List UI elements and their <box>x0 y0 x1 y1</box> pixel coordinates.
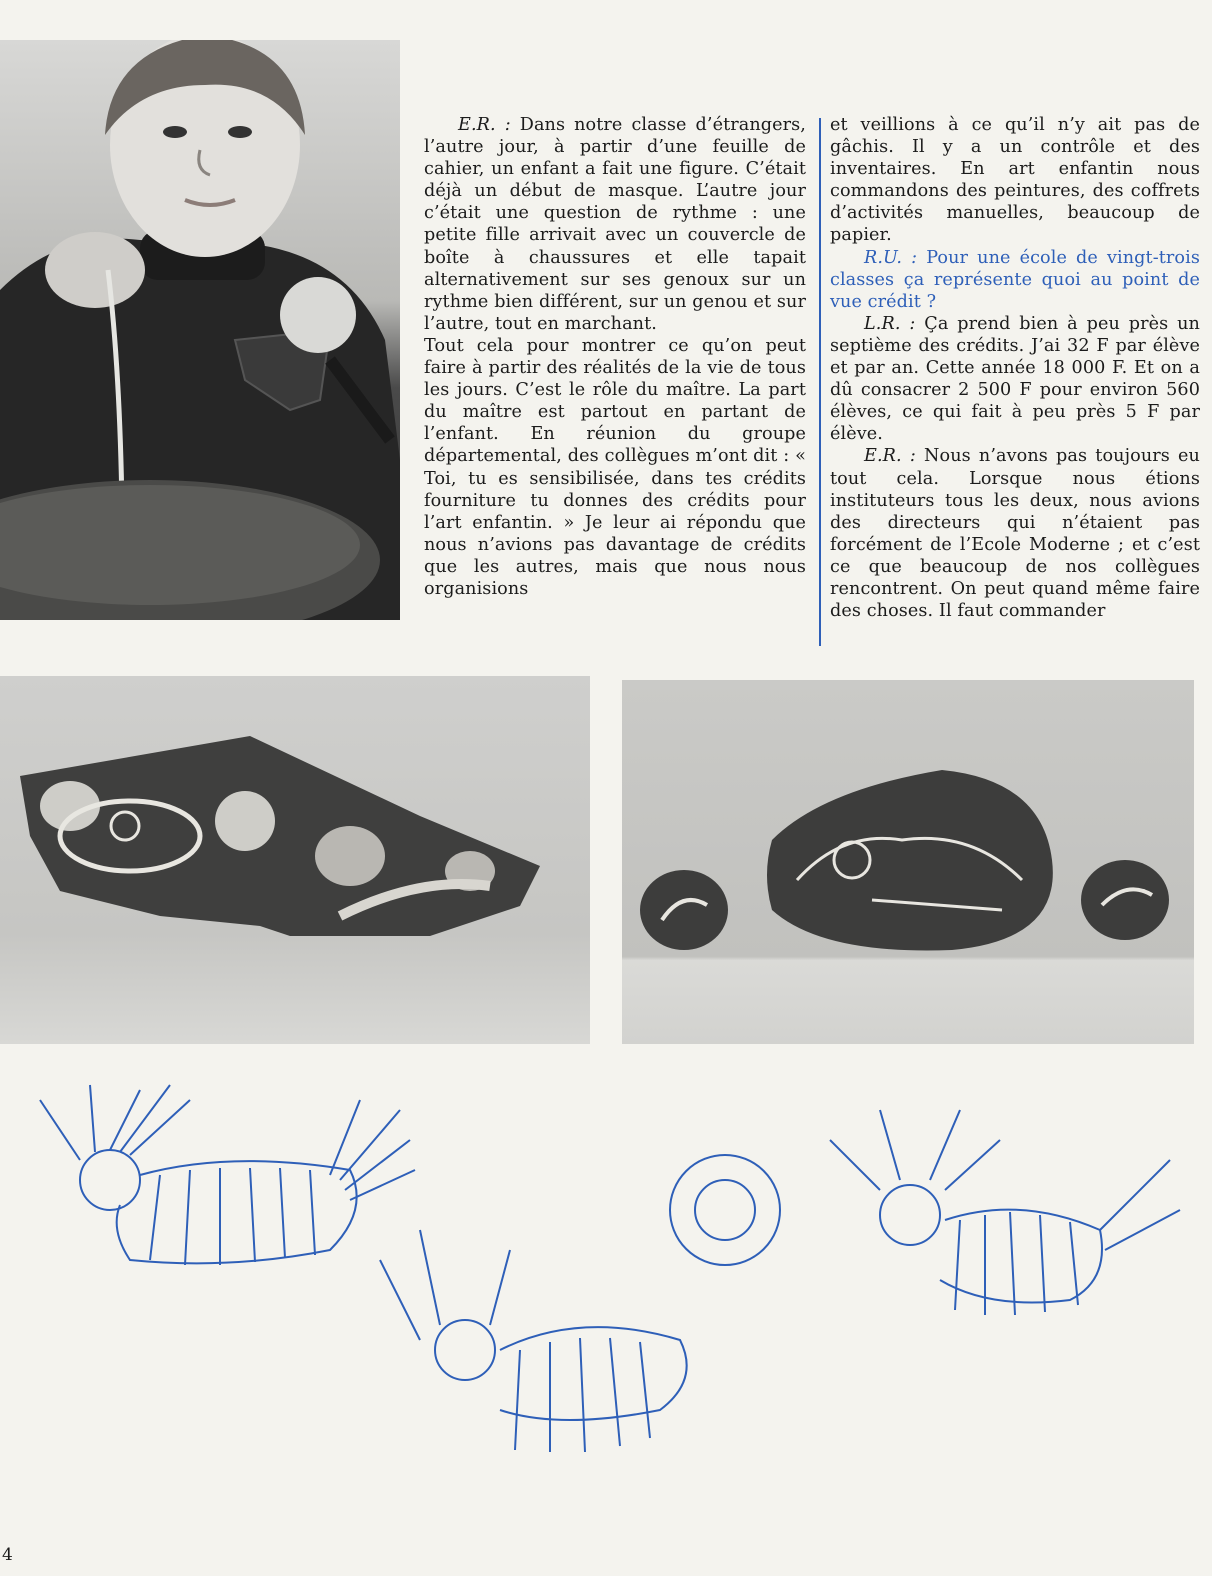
interviewer-question <box>830 247 1200 313</box>
paragraph-text: Dans notre classe d’étrangers, l’autre jour, à partir d’une feuille de cahier, un enfant a fait une figure. C’était déjà un début de masque. L’autre jour c’était une question de rythme : une petite fille arrivait avec un couvercle de boîte à chaussures et elle tapait alternativement sur ses genoux sur un rythme bien différent, sur un genou et sur l’autre, tout en marchant. <box>424 115 806 334</box>
page-number: 4 <box>2 1545 13 1565</box>
drawing-creature-left <box>40 1085 415 1265</box>
article-left-column <box>424 114 806 600</box>
speaker-label: E.R. : <box>458 115 511 135</box>
paragraph <box>830 445 1200 622</box>
drawing-creature-right <box>830 1110 1180 1315</box>
paragraph-text: Pour une école de vingt-trois classes ça représente quoi au point de vue crédit ? <box>830 247 1200 312</box>
mask-photo-right <box>622 680 1194 1044</box>
child-cymbal-photo <box>0 40 400 620</box>
paragraph-text: Tout cela pour montrer ce qu’on peut faire à partir des réalités de la vie de tous les jours. C’est le rôle du maître. La part du maître est partout en partant de l’enfant. En réunion du groupe départemental, des collègues m’ont dit : « Toi, tu es sensibilisée, dans tes crédits fourniture tu donnes des crédits pour l’art enfantin. » Je leur ai répondu que nous n’avions pas davantage de crédits que les autres, mais que nous nous organisions <box>424 335 806 599</box>
speaker-label: L.R. : <box>864 313 916 334</box>
paragraph-text: Nous n’avons pas toujours eu tout cela. Lorsque nous étions instituteurs tous les deux, nous avions des directeurs qui n’étaient pas forcément de l’Ecole Moderne ; et c’est ce que beaucoup de nos collègues rencontrent. On peut quand même faire des choses. Il faut commander <box>830 446 1200 622</box>
speaker-label: R.U. : <box>864 247 918 268</box>
paragraph-text: et veillions à ce qu’il n’y ait pas de gâchis. Il y a un contrôle et des inventaires. En art enfantin nous commandons des peintures, des coffrets d’activités manuelles, beaucoup de papier. <box>830 115 1200 246</box>
paragraph <box>424 114 806 335</box>
drawing-creature-center <box>380 1155 780 1452</box>
paragraph-text: Ça prend bien à peu près un septième des crédits. J’ai 32 F par élève et par an. Cette année 18 000 F. Et on a dû consacrer 2 500 F pour environ 560 élèves, ce qui fait à peu près 5 F par élève. <box>830 313 1200 445</box>
mask-photo-left <box>0 676 590 1044</box>
article-right-column <box>830 114 1200 622</box>
column-divider <box>819 118 821 646</box>
paragraph <box>830 313 1200 446</box>
speaker-label: E.R. : <box>864 446 916 467</box>
children-drawings <box>0 1080 1212 1500</box>
